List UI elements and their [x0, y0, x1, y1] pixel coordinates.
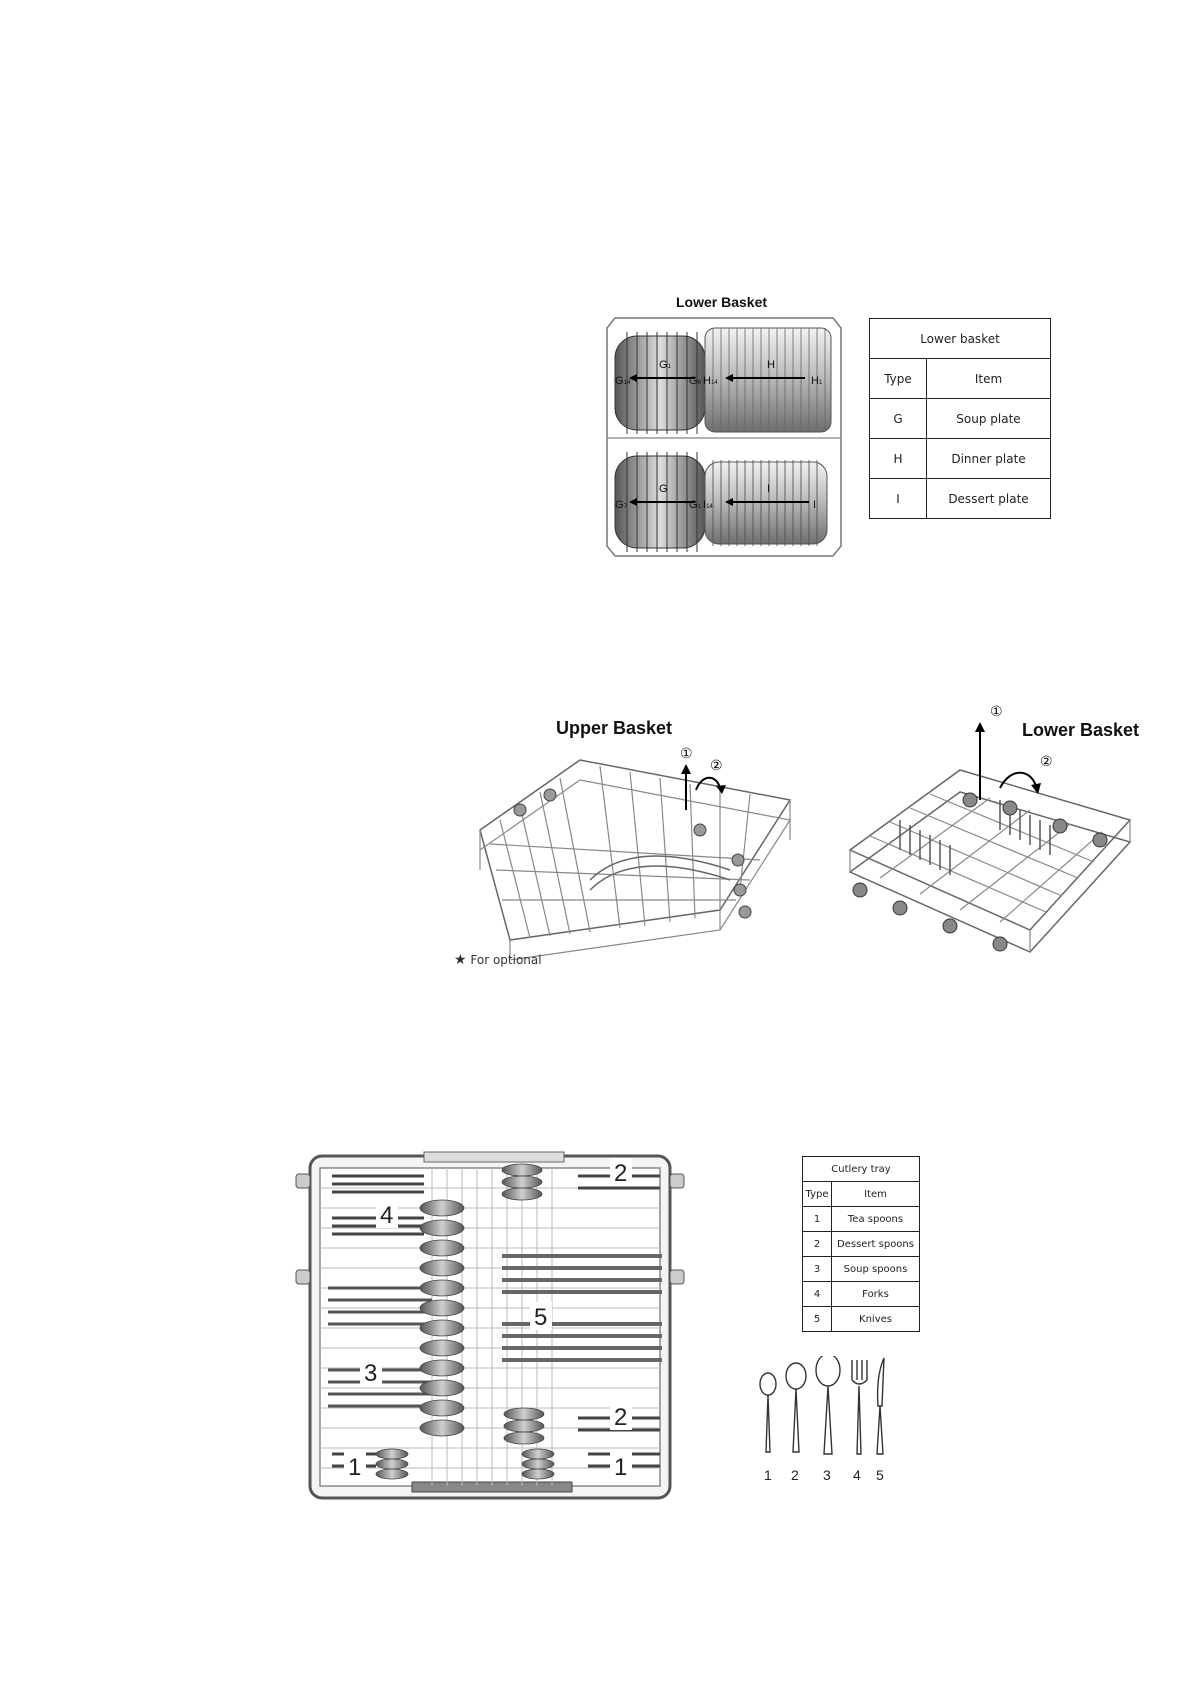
label-g7: G7: [615, 499, 627, 511]
table-cell-type: H: [870, 439, 927, 479]
legend-number-4: 4: [853, 1467, 861, 1483]
legend-number-3: 3: [823, 1467, 831, 1483]
table-cell-type: 5: [803, 1307, 832, 1332]
lower-basket-title: Lower Basket: [1022, 720, 1140, 740]
label-i1: I: [813, 499, 817, 511]
label-i: I: [767, 483, 771, 495]
label-h: H: [767, 359, 775, 371]
label-g1-bottom: G1: [689, 499, 701, 511]
label-g: G: [659, 483, 668, 495]
table-cell-item: Soup spoons: [832, 1257, 920, 1282]
table-header-item: Item: [927, 359, 1051, 399]
cutlery-tray-illustration: [292, 1148, 688, 1508]
upper-basket-illustration: [470, 740, 800, 960]
table-cell-item: Dinner plate: [927, 439, 1051, 479]
label-i14: I14: [703, 499, 713, 511]
label-g6: G6: [689, 375, 701, 387]
table-cell-item: Dessert plate: [927, 479, 1051, 519]
table-cell-type: G: [870, 399, 927, 439]
dessert-spoon-icon: [786, 1363, 806, 1389]
table-cell-item: Dessert spoons: [832, 1232, 920, 1257]
soup-spoon-icon: [816, 1356, 840, 1386]
step-1-marker: ①: [680, 745, 693, 761]
table-header-type: Type: [870, 359, 927, 399]
lower-basket-table-caption: Lower basket: [870, 319, 1051, 359]
lower-basket-table: [869, 318, 1051, 519]
legend-number-1: 1: [764, 1467, 772, 1483]
step-2-marker: ②: [1040, 753, 1053, 769]
table-cell-type: 3: [803, 1257, 832, 1282]
label-h14: H14: [703, 375, 718, 387]
step-2-marker: ②: [710, 757, 723, 773]
label-h1: H1: [811, 375, 823, 387]
cutlery-zone-1-label: 1: [614, 1454, 628, 1481]
lower-basket-illustration: [840, 700, 1140, 960]
optional-note: [454, 952, 542, 968]
table-cell-type: 4: [803, 1282, 832, 1307]
lower-basket-plate-diagram: [605, 314, 845, 560]
cutlery-zone-2-label: 2: [614, 1404, 628, 1431]
table-cell-item: Forks: [832, 1282, 920, 1307]
table-cell-item: Tea spoons: [832, 1207, 920, 1232]
bottom-row-plates: [615, 452, 827, 552]
cutlery-zone-2-label: 2: [614, 1160, 628, 1187]
table-cell-item: Soup plate: [927, 399, 1051, 439]
table-header-type: Type: [803, 1182, 832, 1207]
cutlery-zone-4-label: 4: [380, 1202, 394, 1229]
cutlery-zone-5-label: 5: [534, 1304, 548, 1331]
table-cell-type: 1: [803, 1207, 832, 1232]
top-row-plates: [615, 328, 831, 434]
legend-number-2: 2: [791, 1467, 799, 1483]
table-cell-type: 2: [803, 1232, 832, 1257]
table-header-item: Item: [832, 1182, 920, 1207]
star-icon: ★: [454, 952, 467, 968]
fork-icon: [852, 1360, 867, 1454]
cutlery-tray-table: [802, 1156, 920, 1332]
upper-basket-title: Upper Basket: [556, 718, 673, 738]
legend-number-5: 5: [876, 1467, 884, 1483]
cutlery-zone-3-label: 3: [364, 1360, 378, 1387]
table-cell-type: I: [870, 479, 927, 519]
label-g1: G1: [659, 359, 671, 371]
tea-spoon-icon: [760, 1373, 776, 1395]
cutlery-zone-1-label: 1: [348, 1454, 362, 1481]
cutlery-table-caption: Cutlery tray: [803, 1157, 920, 1182]
step-1-marker: ①: [990, 703, 1003, 719]
label-g14: G14: [615, 375, 631, 387]
table-cell-item: Knives: [832, 1307, 920, 1332]
knife-icon: [877, 1358, 884, 1454]
optional-note-text: For optional: [470, 953, 542, 967]
utensil-legend: [748, 1356, 898, 1490]
lower-basket-figure-title: Lower Basket: [676, 294, 768, 310]
